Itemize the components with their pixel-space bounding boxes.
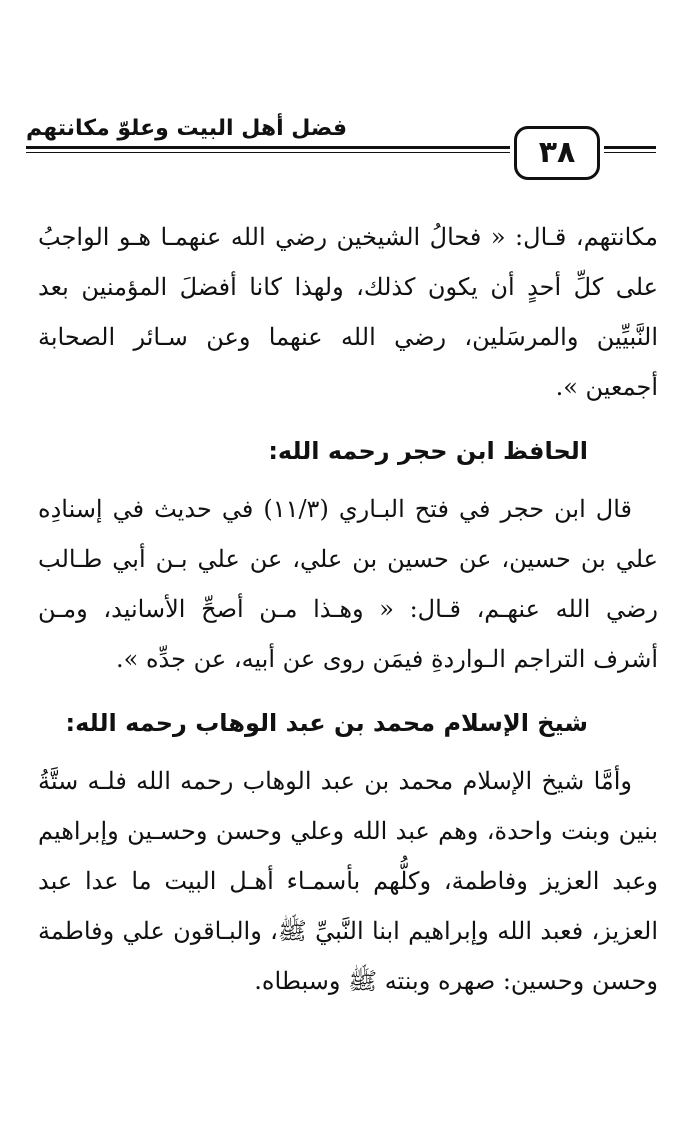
section-heading-ibn-abd-al-wahhab: شيخ الإسلام محمد بن عبد الوهاب رحمه الله: (65, 709, 588, 737)
page-header (26, 100, 656, 190)
page-number: ٣٨ (538, 135, 576, 170)
paragraph-shaykhayn-quote: مكانتهم، قـال: « فحالُ الشيخين رضي الله عنهمـا هـو الواجبُ على كلِّ أحدٍ أن يكون كذلك، ولهذا كانا أفضلَ المؤمنين بعد النَّبيِّين والمرسَلين، رضي الله عنهما وعن سـائر الصحابة أجمعين ». (38, 223, 658, 401)
section-heading-ibn-hajar: الحافظ ابن حجر رحمه الله: (268, 437, 588, 465)
paragraph-ibn-abd-al-wahhab: وأمَّا شيخ الإسلام محمد بن عبد الوهاب رحمه الله فلـه ستَّةُ بنين وبنت واحدة، وهم عبد الله وعلي وحسن وحسـين وإبراهيم وعبد العزيز وفاطمة، وكلُّهم بأسمـاء أهـل البيت ما عدا عبد العزيز، فعبد الله وإبراهيم ابنا النَّبيِّ ﷺ، والبـاقون علي وفاطمة وحسن وحسين: صهره وبنته ﷺ وسبطاه. (38, 767, 659, 995)
page-body (38, 212, 658, 1006)
paragraph-ibn-hajar: قال ابن حجر في فتح البـاري (١١/٣) في حديث في إسنادِه علي بن حسين، عن حسين بن علي، عن علي بـن أبي طـالب رضي الله عنهـم، قـال: « وهـذا مـن أصحِّ الأسانيد، ومـن أشرف التراجم الـواردةِ فيمَن روى عن أبيه، عن جدِّه ». (38, 495, 659, 673)
spacer (38, 412, 658, 422)
spacer (38, 684, 658, 694)
page-number-frame (514, 126, 600, 180)
header-rule-thin-left (26, 152, 510, 153)
header-rule-thick-left (26, 146, 510, 149)
running-title: فضل أهل البيت وعلوّ مكانتهم (26, 116, 348, 141)
header-rule-thin-right (604, 152, 656, 153)
header-rule-thick-right (604, 146, 656, 149)
